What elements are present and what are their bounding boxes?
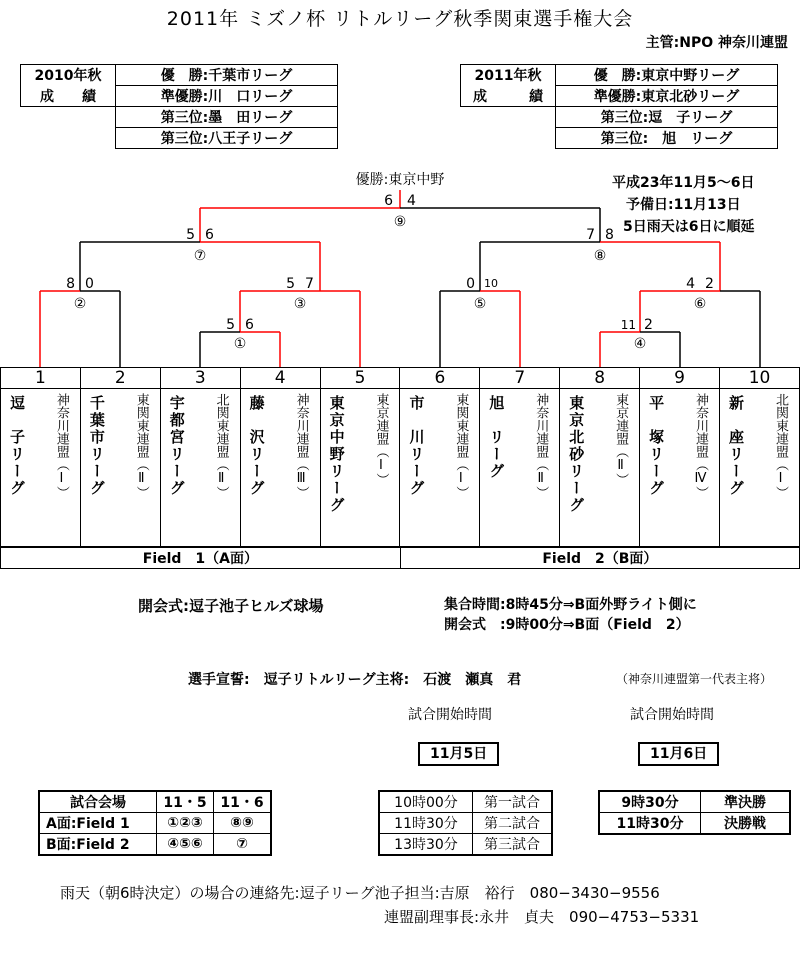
start-time-label-day1: 試合開始時間 bbox=[408, 707, 492, 723]
venue-cell: A面:Field 1 bbox=[39, 813, 157, 834]
player-oath: 選手宣誓: 逗子リトルリーグ主将: 石渡 瀬真 君 bbox=[188, 672, 522, 688]
rain-contact: 雨天（朝6時決定）の場合の連絡先:逗子リーグ池子担当:吉原 裕行 080−3430−9556 bbox=[60, 884, 660, 902]
tournament-bracket bbox=[0, 160, 800, 370]
vice-chair-contact: 連盟副理事長:永井 貞夫 090−4753−5331 bbox=[384, 908, 700, 926]
game-5-id: ⑤ bbox=[473, 296, 487, 312]
game-9-score-right: 4 bbox=[407, 193, 416, 209]
team-cell bbox=[480, 389, 560, 547]
game-9-score-left: 6 bbox=[384, 193, 393, 209]
results-2010-row: 優 勝:千葉市リーグ bbox=[116, 65, 338, 86]
venue-table bbox=[38, 790, 272, 856]
team-number: 6 bbox=[400, 368, 480, 389]
venue-cell: ④⑤⑥ bbox=[157, 834, 214, 856]
team-number: 10 bbox=[720, 368, 800, 389]
venue-cell: ①②③ bbox=[157, 813, 214, 834]
venue-cell: ⑧⑨ bbox=[214, 813, 272, 834]
game-6-score-right: 2 bbox=[705, 276, 714, 292]
game-8-id: ⑧ bbox=[593, 248, 607, 264]
team-name: 新 座リーグ bbox=[727, 395, 746, 498]
schedule-game: 決勝戦 bbox=[701, 813, 791, 835]
field-1-label: Field 1（A面） bbox=[1, 548, 401, 569]
team-number: 3 bbox=[160, 368, 240, 389]
schedule-note-rain: 5日雨天は6日に順延 bbox=[623, 219, 755, 235]
team-federation: 神奈川連盟（Ⅳ） bbox=[693, 393, 709, 500]
day1-schedule-table bbox=[378, 790, 553, 856]
team-cell bbox=[640, 389, 720, 547]
game-7-score-left: 5 bbox=[186, 227, 195, 243]
team-federation: 神奈川連盟（Ⅲ） bbox=[293, 393, 309, 500]
schedule-note-reserve: 予備日:11月13日 bbox=[626, 197, 741, 213]
game-2-score-right: 0 bbox=[85, 276, 94, 292]
team-cell bbox=[320, 389, 400, 547]
schedule-time: 13時30分 bbox=[379, 834, 473, 856]
team-number: 7 bbox=[480, 368, 560, 389]
game-7-id: ⑦ bbox=[193, 248, 207, 264]
game-2-id: ② bbox=[73, 296, 87, 312]
game-4-id: ④ bbox=[633, 336, 647, 352]
results-2010-row: 準優勝:川 口リーグ bbox=[116, 86, 338, 107]
team-cell bbox=[400, 389, 480, 547]
oath-note: （神奈川連盟第一代表主将） bbox=[616, 672, 773, 686]
schedule-game: 準決勝 bbox=[701, 791, 791, 813]
team-federation: 神奈川連盟（Ⅱ） bbox=[533, 393, 549, 500]
team-federation: 神奈川連盟（Ⅰ） bbox=[53, 393, 69, 500]
game-1-id: ① bbox=[233, 336, 247, 352]
team-cell bbox=[720, 389, 800, 547]
game-5-score-left: 0 bbox=[466, 276, 475, 292]
schedule-time: 9時30分 bbox=[599, 791, 701, 813]
game-4-score-right: 2 bbox=[644, 317, 653, 333]
team-name: 旭 リーグ bbox=[487, 395, 506, 481]
results-2011-table bbox=[460, 64, 778, 149]
team-name: 市 川リーグ bbox=[407, 395, 426, 498]
results-2011-row: 準優勝:東京北砂リーグ bbox=[556, 86, 778, 107]
game-6-id: ⑥ bbox=[693, 296, 707, 312]
game-3-id: ③ bbox=[293, 296, 307, 312]
game-8-score-right: 8 bbox=[605, 227, 614, 243]
schedule-note-dates: 平成23年11月5〜6日 bbox=[612, 175, 755, 191]
opening-time: 開会式 :9時00分⇒B面（Field 2） bbox=[444, 617, 690, 633]
start-time-label-day2: 試合開始時間 bbox=[630, 707, 714, 723]
game-8-score-left: 7 bbox=[586, 227, 595, 243]
game-3-score-right: 7 bbox=[305, 276, 314, 292]
team-name: 宇都宮リーグ bbox=[167, 395, 186, 498]
opening-venue: 開会式:逗子池子ヒルズ球場 bbox=[138, 597, 324, 615]
venue-header: 11・5 bbox=[157, 791, 214, 813]
game-5-score-right: 10 bbox=[484, 277, 498, 290]
results-2010-row: 第三位:八王子リーグ bbox=[116, 128, 338, 149]
game-2-score-left: 8 bbox=[66, 276, 75, 292]
game-1-score-left: 5 bbox=[226, 317, 235, 333]
venue-header: 試合会場 bbox=[39, 791, 157, 813]
day2-schedule-table bbox=[598, 790, 791, 835]
team-number: 1 bbox=[1, 368, 81, 389]
game-6-score-left: 4 bbox=[686, 276, 695, 292]
schedule-time: 10時00分 bbox=[379, 791, 473, 813]
fields-table bbox=[0, 547, 800, 569]
team-number: 5 bbox=[320, 368, 400, 389]
team-cell bbox=[1, 389, 81, 547]
results-2011-row: 第三位:逗 子リーグ bbox=[556, 107, 778, 128]
results-2011-label: 2011年秋 bbox=[461, 65, 556, 86]
team-number: 4 bbox=[240, 368, 320, 389]
team-name: 逗 子リーグ bbox=[8, 395, 26, 498]
team-name: 千葉市リーグ bbox=[87, 395, 106, 498]
schedule-game: 第二試合 bbox=[473, 813, 553, 834]
results-2010-label: 2010年秋 bbox=[21, 65, 116, 86]
day2-date: 11月6日 bbox=[638, 742, 719, 766]
results-2010-table bbox=[20, 64, 338, 149]
team-cell bbox=[80, 389, 160, 547]
team-federation: 北関東連盟（Ⅱ） bbox=[213, 393, 229, 500]
schedule-game: 第一試合 bbox=[473, 791, 553, 813]
game-4-score-left: 11 bbox=[620, 318, 636, 332]
teams-table bbox=[0, 367, 800, 547]
results-2011-label: 成 績 bbox=[461, 86, 556, 107]
team-federation: 北関東連盟（Ⅰ） bbox=[773, 393, 788, 500]
game-9-id: ⑨ bbox=[393, 214, 407, 230]
field-2-label: Field 2（B面） bbox=[400, 548, 799, 569]
results-2010-row: 第三位:墨 田リーグ bbox=[116, 107, 338, 128]
organizer: 主管:NPO 神奈川連盟 bbox=[645, 35, 788, 51]
team-name: 藤 沢リーグ bbox=[247, 395, 266, 498]
schedule-time: 11時30分 bbox=[379, 813, 473, 834]
venue-cell: ⑦ bbox=[214, 834, 272, 856]
team-name: 平 塚リーグ bbox=[647, 395, 666, 498]
schedule-game: 第三試合 bbox=[473, 834, 553, 856]
results-2011-row: 第三位: 旭 リーグ bbox=[556, 128, 778, 149]
venue-cell: B面:Field 2 bbox=[39, 834, 157, 856]
team-cell bbox=[240, 389, 320, 547]
team-cell bbox=[560, 389, 640, 547]
team-number: 8 bbox=[560, 368, 640, 389]
team-name: 東京中野リーグ bbox=[327, 395, 346, 515]
team-number: 9 bbox=[640, 368, 720, 389]
schedule-time: 11時30分 bbox=[599, 813, 701, 835]
team-federation: 東京連盟（Ⅰ） bbox=[373, 393, 389, 487]
game-3-score-left: 5 bbox=[286, 276, 295, 292]
champion-label: 優勝:東京中野 bbox=[355, 172, 445, 188]
team-federation: 東関東連盟（Ⅱ） bbox=[133, 393, 149, 500]
game-7-score-right: 6 bbox=[205, 227, 214, 243]
team-number: 2 bbox=[80, 368, 160, 389]
game-1-score-right: 6 bbox=[245, 317, 254, 333]
team-name: 東京北砂リーグ bbox=[567, 395, 586, 515]
team-federation: 東京連盟（Ⅱ） bbox=[613, 393, 629, 487]
results-2010-label: 成 績 bbox=[21, 86, 116, 107]
assembly-time: 集合時間:8時45分⇒B面外野ライト側に bbox=[444, 597, 697, 613]
page-title: 2011年 ミズノ杯 リトルリーグ秋季関東選手権大会 bbox=[166, 8, 634, 30]
results-2011-row: 優 勝:東京中野リーグ bbox=[556, 65, 778, 86]
venue-header: 11・6 bbox=[214, 791, 272, 813]
team-cell bbox=[160, 389, 240, 547]
day1-date: 11月5日 bbox=[418, 742, 499, 766]
team-federation: 東関東連盟（Ⅰ） bbox=[453, 393, 469, 500]
